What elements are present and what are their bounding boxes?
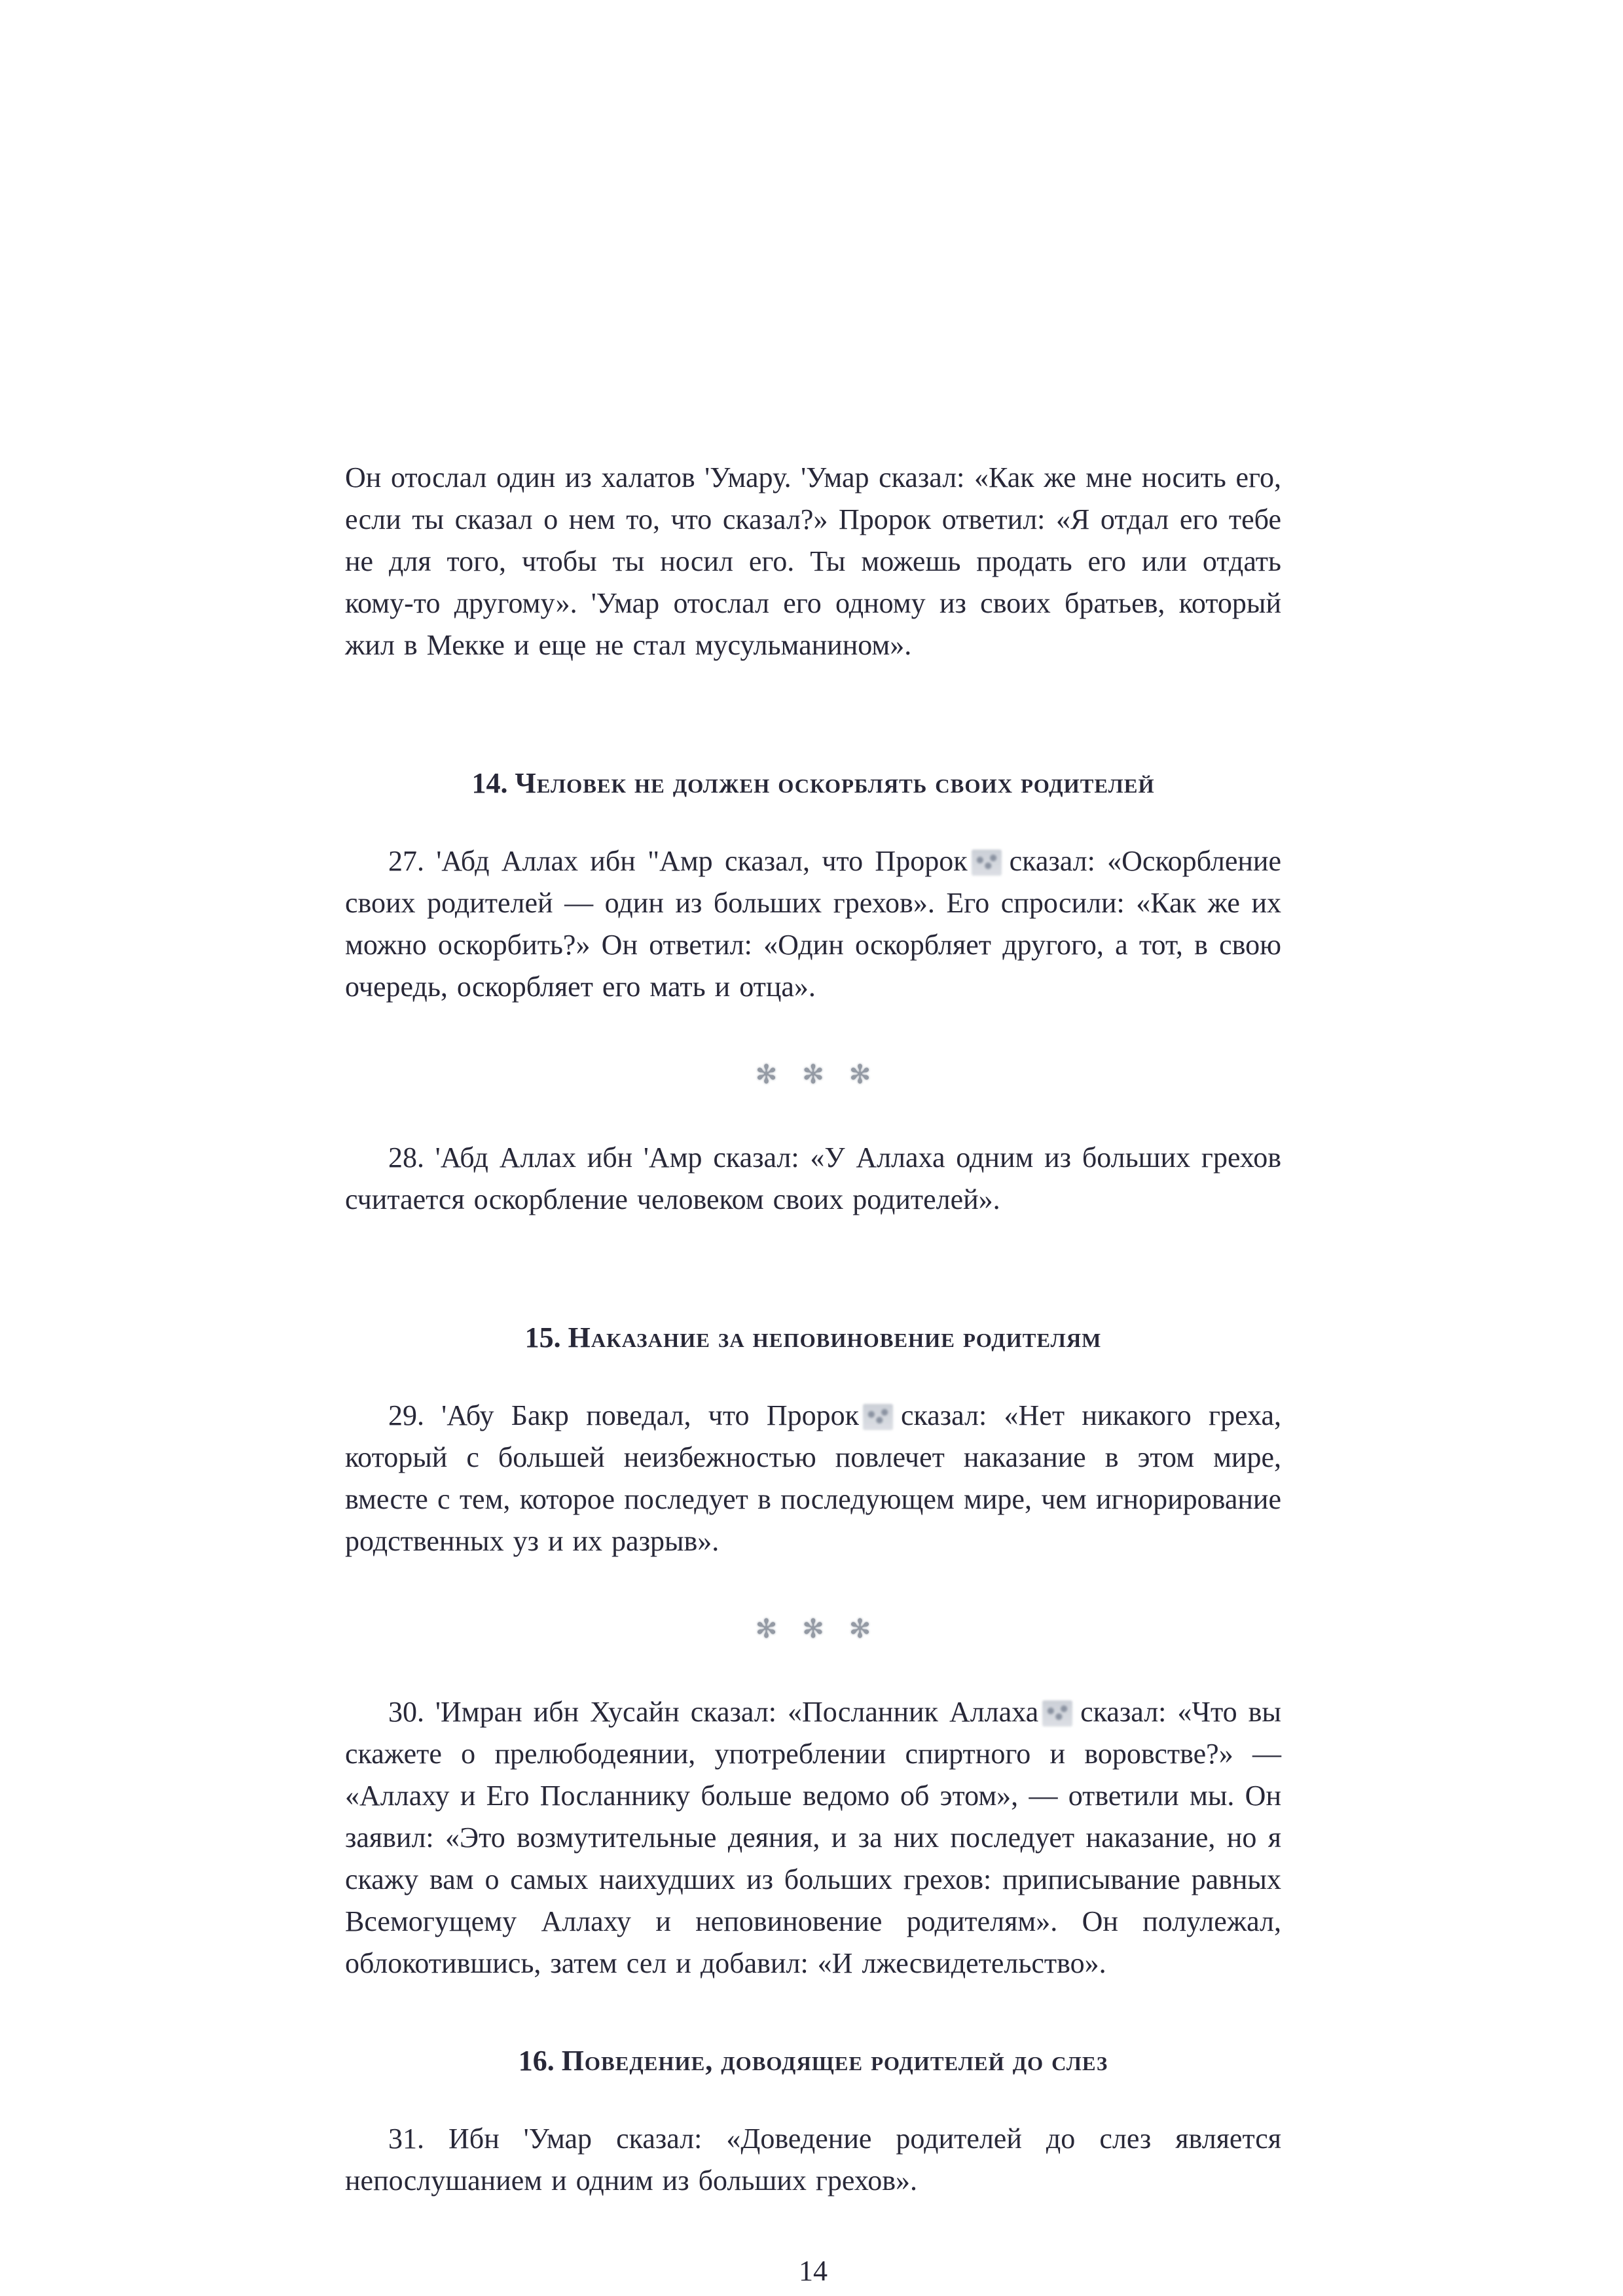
section-heading-14	[345, 764, 1281, 802]
heading-title: Человек не должен оскорблять своих родителей	[515, 767, 1155, 799]
paragraph-text: 31. Ибн 'Умар сказал: «Доведение родителей до слез является непослушанием и одним из больших грехов».	[345, 2123, 1281, 2197]
heading-number: 15.	[524, 1321, 561, 1354]
paragraph-28	[345, 1137, 1281, 1221]
paragraph-text-after: сказал: «Нет никакого греха, который с большей неизбежностью повлечет наказание в этом мире, вместе с тем, которое последует в последующем мире, чем игнорирование родственных уз и их разрыв».	[345, 1399, 1281, 1557]
paragraph-31	[345, 2118, 1281, 2202]
paragraph-29	[345, 1395, 1281, 1562]
section-heading-15	[345, 1319, 1281, 1357]
paragraph-text: 28. 'Абд Аллах ибн 'Амр сказал: «У Аллаха одним из больших грехов считается оскорбление человеком своих родителей».	[345, 1141, 1281, 1215]
section-heading-16	[345, 2042, 1281, 2080]
ornament-separator: ✻ ✻ ✻	[755, 1060, 881, 1089]
heading-number: 16.	[518, 2045, 555, 2077]
prophet-honorific-icon	[1042, 1700, 1072, 1727]
paragraph-text-before: 30. 'Имран ибн Хусайн сказал: «Посланник Аллаха	[388, 1696, 1039, 1728]
paragraph-text-after: сказал: «Что вы скажете о прелюбодеянии, употреблении спиртного и воровстве?» — «Аллаху и Его Посланнику больше ведомо об этом», — ответили мы. Он заявил: «Это возмутительные деяния, и за них последует наказание, но я скажу вам о самых наихудших из больших грехов: приписывание равных Всемогущему Аллаху и неповиновение родителям». Он полулежал, облокотившись, затем сел и добавил: «И лжесвидетельство».	[345, 1696, 1281, 1979]
text-column	[345, 457, 1281, 2292]
paragraph-text: Он отослал один из халатов 'Умару. 'Умар сказал: «Как же мне носить его, если ты сказал о нем то, что сказал?» Пророк ответил: «Я отдал его тебе не для того, чтобы ты носил его. Ты можешь продать его или отдать кому-то другому». 'Умар отослал его одному из своих братьев, который жил в Мекке и еще не стал мусульманином».	[345, 461, 1281, 661]
page-number: 14	[799, 2255, 828, 2287]
prophet-honorific-icon	[863, 1404, 893, 1430]
paragraph-continuation	[345, 457, 1281, 666]
paragraph-27	[345, 840, 1281, 1008]
paragraph-30	[345, 1691, 1281, 1984]
paragraph-text-before: 29. 'Абу Бакр поведал, что Пророк	[388, 1399, 859, 1431]
paragraph-text-before: 27. 'Абд Аллах ибн "Амр сказал, что Пророк	[388, 845, 968, 877]
heading-title: Поведение, доводящее родителей до слез	[561, 2045, 1108, 2077]
prophet-honorific-icon	[972, 850, 1002, 876]
heading-title: Наказание за неповиновение родителям	[568, 1321, 1102, 1354]
heading-number: 14.	[471, 767, 508, 799]
paragraph-text-after: сказал: «Оскорбление своих родителей — один из больших грехов». Его спросили: «Как же их можно оскорбить?» Он ответил: «Один оскорбляет другого, а тот, в свою очередь, оскорбляет его мать и отца».	[345, 845, 1281, 1003]
ornament-separator: ✻ ✻ ✻	[755, 1614, 881, 1643]
